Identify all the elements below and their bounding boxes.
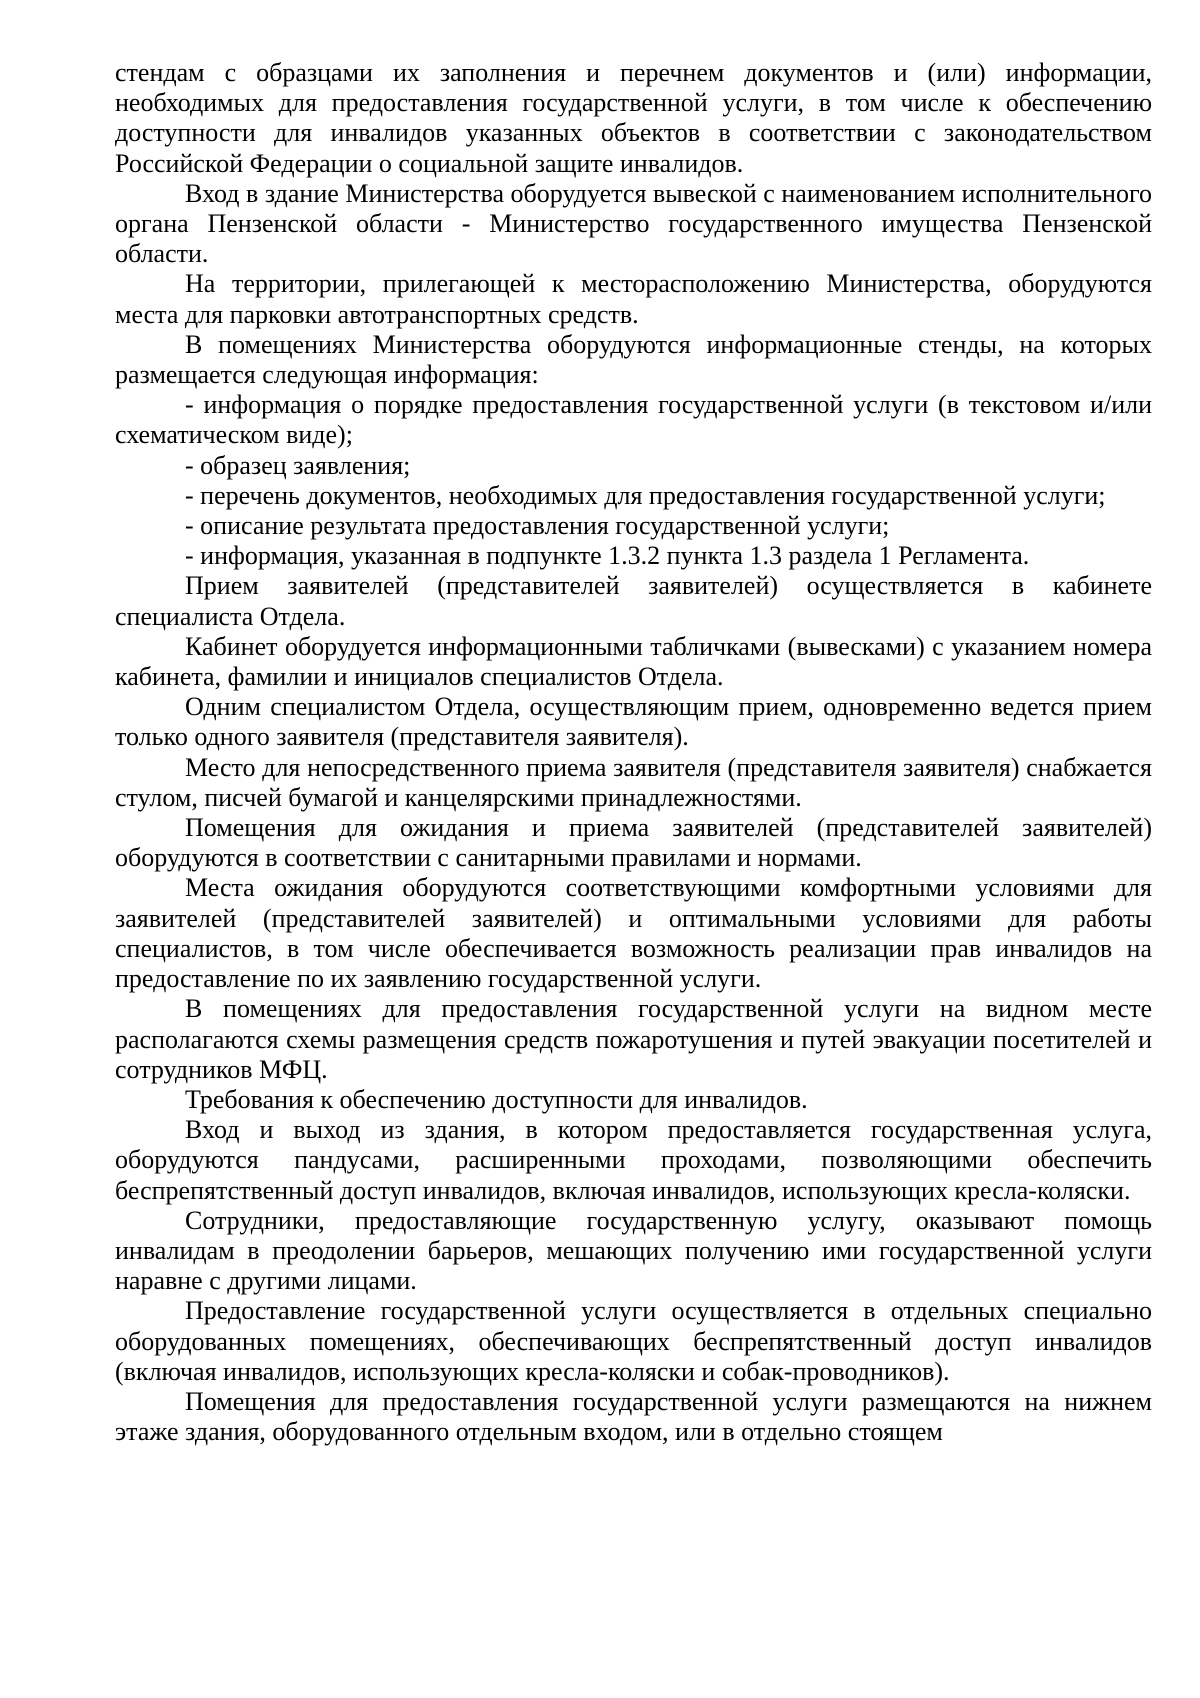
- paragraph-waiting-areas: Места ожидания оборудуются соответствующими комфортными условиями для заявителей (представителей заявителей) и оптимальными условиями для работы специалистов, в том числе обеспечивается возможность реализации прав инвалидов на предоставление по их заявлению государственной услуги.: [115, 873, 1152, 994]
- paragraph-ramps: Вход и выход из здания, в котором предоставляется государственная услуга, оборудуются пандусами, расширенными проходами, позволяющими обеспечить беспрепятственный доступ инвалидов, включая инвалидов, использующих кресла-коляски.: [115, 1115, 1152, 1205]
- paragraph-info-stands: В помещениях Министерства оборудуются информационные стенды, на которых размещается следующая информация:: [115, 329, 1152, 390]
- paragraph-reception-office: Прием заявителей (представителей заявителей) осуществляется в кабинете специалиста Отдела.: [115, 571, 1152, 631]
- paragraph-continuation: стендам с образцами их заполнения и перечнем документов и (или) информации, необходимых для предоставления государственной услуги, в том числе к обеспечению доступности для инвалидов указанных объектов в соответствии с законодательством Российской Федерации о социальной защите инвалидов.: [115, 58, 1152, 178]
- paragraph-evacuation-schemes: В помещениях для предоставления государственной услуги на видном месте располагаются схемы размещения средств пожаротушения и путей эвакуации посетителей и сотрудников МФЦ.: [115, 994, 1152, 1084]
- document-page: [115, 58, 1152, 1447]
- list-item-regulation-info: - информация, указанная в подпункте 1.3.2 пункта 1.3 раздела 1 Регламента.: [185, 541, 1030, 571]
- list-item-application-sample: - образец заявления;: [185, 450, 411, 480]
- list-item-documents-list: - перечень документов, необходимых для предоставления государственной услуги;: [185, 480, 1106, 510]
- paragraph-ground-floor: Помещения для предоставления государственной услуги размещаются на нижнем этаже здания, оборудованного отдельным входом, или в отдельно стоящем: [115, 1386, 1152, 1447]
- paragraph-parking: На территории, прилегающей к месторасположению Министерства, оборудуются места для парковки автотранспортных средств.: [115, 269, 1152, 329]
- paragraph-staff-assistance: Сотрудники, предоставляющие государственную услугу, оказывают помощь инвалидам в преодолении барьеров, мешающих получению ими государственной услуги наравне с другими лицами.: [115, 1205, 1152, 1296]
- paragraph-sanitary-rules: Помещения для ожидания и приема заявителей (представителей заявителей) оборудуются в соответствии с санитарными правилами и нормами.: [115, 813, 1152, 873]
- list-item-procedure-info: - информация о порядке предоставления государственной услуги (в текстовом и/или схематическом виде);: [115, 390, 1152, 450]
- paragraph-special-premises: Предоставление государственной услуги осуществляется в отдельных специально оборудованных помещениях, обеспечивающих беспрепятственный доступ инвалидов (включая инвалидов, использующих кресла-коляски и собак-проводников).: [115, 1296, 1152, 1386]
- paragraph-office-signs: Кабинет оборудуется информационными табличками (вывесками) с указанием номера кабинета, фамилии и инициалов специалистов Отдела.: [115, 631, 1152, 692]
- paragraph-one-applicant: Одним специалистом Отдела, осуществляющим прием, одновременно ведется прием только одного заявителя (представителя заявителя).: [115, 692, 1152, 752]
- paragraph-entrance-sign: Вход в здание Министерства оборудуется вывеской с наименованием исполнительного органа Пензенской области - Министерство государственного имущества Пензенской области.: [115, 178, 1152, 269]
- paragraph-reception-place: Место для непосредственного приема заявителя (представителя заявителя) снабжается стулом, писчей бумагой и канцелярскими принадлежностями.: [115, 752, 1152, 812]
- list-item-result-description: - описание результата предоставления государственной услуги;: [185, 511, 890, 541]
- paragraph-accessibility-heading: Требования к обеспечению доступности для инвалидов.: [185, 1084, 808, 1114]
